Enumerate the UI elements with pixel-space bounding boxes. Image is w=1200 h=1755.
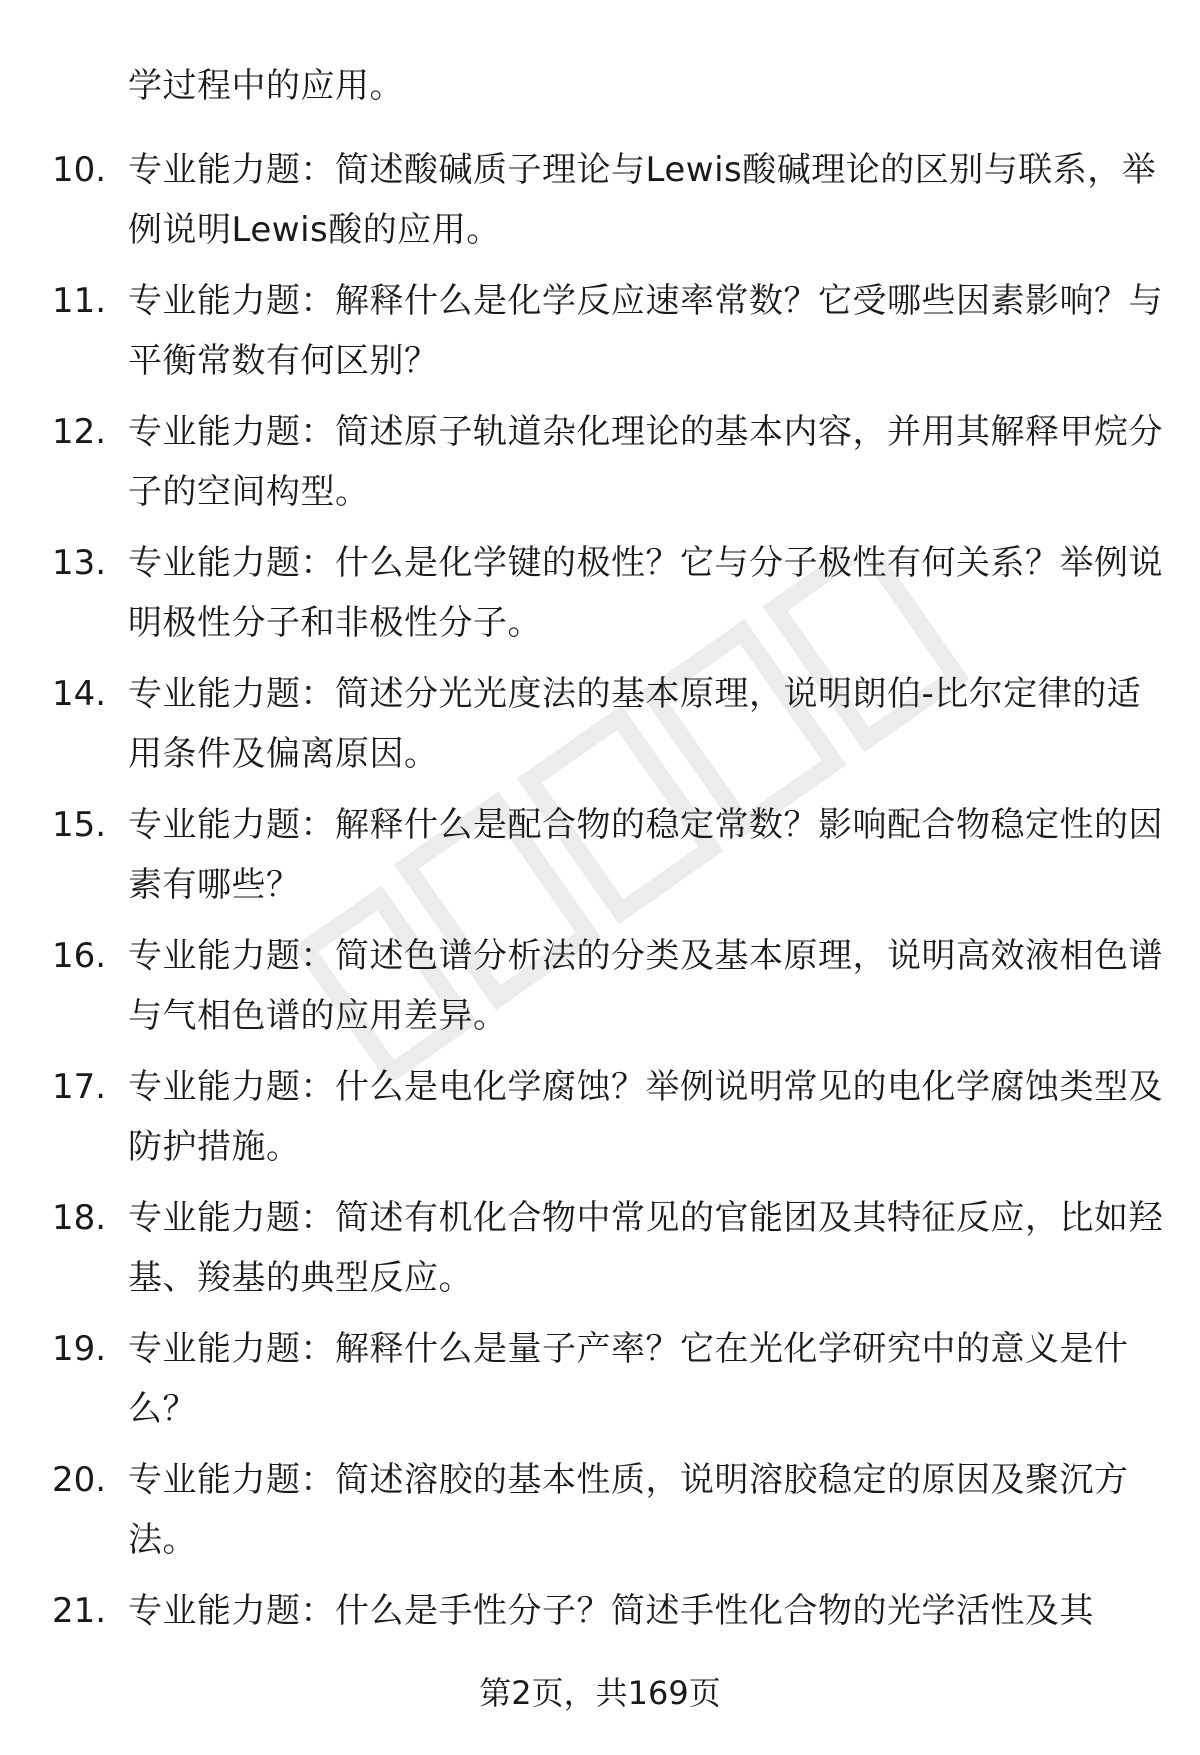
question-text: 专业能力题：简述原子轨道杂化理论的基本内容，并用其解释甲烷分子的空间构型。	[128, 412, 1163, 512]
question-number: 17.	[52, 1067, 107, 1107]
list-item	[0, 140, 1200, 271]
continuation-line: 学过程中的应用。	[128, 66, 404, 106]
question-text: 专业能力题：什么是电化学腐蚀？举例说明常见的电化学腐蚀类型及防护措施。	[128, 1067, 1163, 1167]
list-item	[0, 402, 1200, 533]
list-item	[0, 1057, 1200, 1188]
question-number: 16.	[52, 936, 107, 976]
question-text: 专业能力题：解释什么是化学反应速率常数？它受哪些因素影响？与平衡常数有何区别？	[128, 281, 1163, 381]
question-text: 专业能力题：简述酸碱质子理论与Lewis酸碱理论的区别与联系，举例说明Lewis酸的应用。	[128, 150, 1157, 250]
question-number: 14.	[52, 674, 107, 714]
question-text: 专业能力题：简述分光光度法的基本原理，说明朗伯-比尔定律的适用条件及偏离原因。	[128, 674, 1142, 774]
question-list	[0, 140, 1200, 1712]
page-footer: 第2页，共169页	[479, 1674, 721, 1712]
list-item	[0, 664, 1200, 795]
question-number: 10.	[52, 150, 107, 190]
question-number: 21.	[52, 1591, 107, 1631]
question-text: 专业能力题：什么是手性分子？简述手性化合物的光学活性及其	[128, 1591, 1094, 1631]
list-item	[0, 795, 1200, 926]
list-item	[0, 1319, 1200, 1450]
question-number: 19.	[52, 1329, 107, 1369]
question-number: 15.	[52, 805, 107, 845]
question-text: 专业能力题：简述有机化合物中常见的官能团及其特征反应，比如羟基、羧基的典型反应。	[128, 1198, 1163, 1298]
list-item	[0, 1188, 1200, 1319]
question-text: 专业能力题：简述色谱分析法的分类及基本原理，说明高效液相色谱与气相色谱的应用差异。	[128, 936, 1163, 1036]
list-item	[0, 533, 1200, 664]
question-number: 20.	[52, 1460, 107, 1500]
list-item	[0, 271, 1200, 402]
question-text: 专业能力题：简述溶胶的基本性质，说明溶胶稳定的原因及聚沉方法。	[128, 1460, 1129, 1560]
question-text: 专业能力题：解释什么是量子产率？它在光化学研究中的意义是什么？	[128, 1329, 1129, 1429]
question-number: 18.	[52, 1198, 107, 1238]
question-number: 12.	[52, 412, 107, 452]
list-item	[0, 926, 1200, 1057]
question-text: 专业能力题：什么是化学键的极性？它与分子极性有何关系？举例说明极性分子和非极性分子。	[128, 543, 1163, 643]
question-number: 13.	[52, 543, 107, 583]
question-number: 11.	[52, 281, 107, 321]
question-text: 专业能力题：解释什么是配合物的稳定常数？影响配合物稳定性的因素有哪些？	[128, 805, 1163, 905]
list-item	[0, 1450, 1200, 1581]
